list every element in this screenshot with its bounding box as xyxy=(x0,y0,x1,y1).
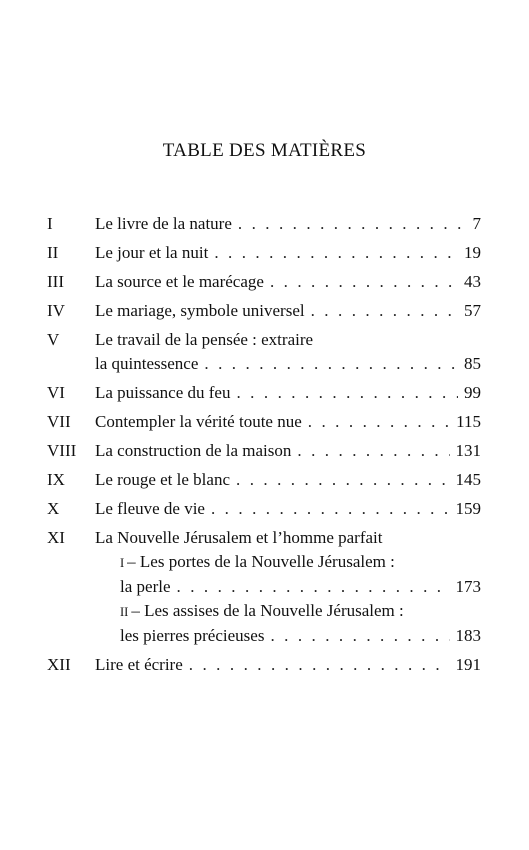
chapter-title: La construction de la maison xyxy=(95,441,292,460)
page-title: TABLE DES MATIÈRES xyxy=(162,140,367,161)
subsection-title: les pierres précieuses xyxy=(120,626,265,645)
chapter-number: IV xyxy=(47,301,65,320)
chapter-number: XI xyxy=(47,528,65,547)
dot-leader xyxy=(270,270,458,294)
dot-leader xyxy=(236,381,458,405)
toc-entry xyxy=(47,439,481,463)
toc-entry xyxy=(47,526,481,648)
dot-leader xyxy=(211,497,450,521)
chapter-title: Lire et écrire xyxy=(95,655,183,674)
toc-entry xyxy=(47,381,481,405)
subsection-title-line: – Les assises de la Nouvelle Jérusalem : xyxy=(131,601,404,620)
chapter-title-line: La Nouvelle Jérusalem et l’homme parfait xyxy=(95,528,383,547)
dot-leader xyxy=(297,439,449,463)
dot-leader xyxy=(177,575,450,599)
chapter-title: La source et le marécage xyxy=(95,272,264,291)
toc-entry xyxy=(47,212,481,236)
chapter-title-line: Le travail de la pensée : extraire xyxy=(95,330,314,349)
chapter-title: La puissance du feu xyxy=(95,383,231,402)
dot-leader xyxy=(311,299,458,323)
page-number: 19 xyxy=(464,243,481,262)
table-of-contents xyxy=(47,212,481,682)
subsection-title: la perle xyxy=(120,577,171,596)
toc-entry xyxy=(47,241,481,265)
dot-leader xyxy=(189,653,450,677)
toc-entry xyxy=(47,497,481,521)
chapter-title: Le jour et la nuit xyxy=(95,243,209,262)
chapter-number: VII xyxy=(47,412,71,431)
page-number: 115 xyxy=(456,412,481,431)
subsection-number: I xyxy=(120,556,125,570)
toc-subentry xyxy=(120,550,481,599)
page-number: 145 xyxy=(455,470,481,489)
toc-entry xyxy=(47,270,481,294)
chapter-number: V xyxy=(47,330,60,349)
dot-leader xyxy=(308,410,450,434)
chapter-number: II xyxy=(47,243,59,262)
chapter-number: VIII xyxy=(47,441,77,460)
dot-leader xyxy=(214,241,458,265)
page-number: 131 xyxy=(455,441,481,460)
chapter-title: Le fleuve de vie xyxy=(95,499,205,518)
subsection-title-line: – Les portes de la Nouvelle Jérusalem : xyxy=(127,552,395,571)
chapter-title: la quintessence xyxy=(95,354,199,373)
toc-entry xyxy=(47,299,481,323)
page-number: 191 xyxy=(455,655,481,674)
page-number: 99 xyxy=(464,383,481,402)
toc-entry xyxy=(47,328,481,376)
chapter-title: Le livre de la nature xyxy=(95,214,232,233)
dot-leader xyxy=(238,212,467,236)
chapter-number: VI xyxy=(47,383,65,402)
chapter-number: I xyxy=(47,214,53,233)
page-number: 7 xyxy=(472,214,481,233)
page-number: 159 xyxy=(455,499,481,518)
page-number: 43 xyxy=(464,272,481,291)
page-number: 57 xyxy=(464,301,481,320)
page-number: 183 xyxy=(455,626,481,645)
dot-leader xyxy=(204,352,458,376)
toc-entry xyxy=(47,410,481,434)
toc-entry xyxy=(47,468,481,492)
chapter-title: Le mariage, symbole universel xyxy=(95,301,305,320)
subsection-number: II xyxy=(120,605,129,619)
chapter-title: Contempler la vérité toute nue xyxy=(95,412,302,431)
chapter-title: Le rouge et le blanc xyxy=(95,470,230,489)
chapter-number: IX xyxy=(47,470,65,489)
chapter-number: X xyxy=(47,499,60,518)
dot-leader xyxy=(236,468,450,492)
page-number: 173 xyxy=(455,577,481,596)
toc-entry xyxy=(47,653,481,677)
page-number: 85 xyxy=(464,354,481,373)
chapter-number: III xyxy=(47,272,64,291)
toc-subentry xyxy=(120,599,481,648)
chapter-number: XII xyxy=(47,655,71,674)
dot-leader xyxy=(270,624,449,648)
